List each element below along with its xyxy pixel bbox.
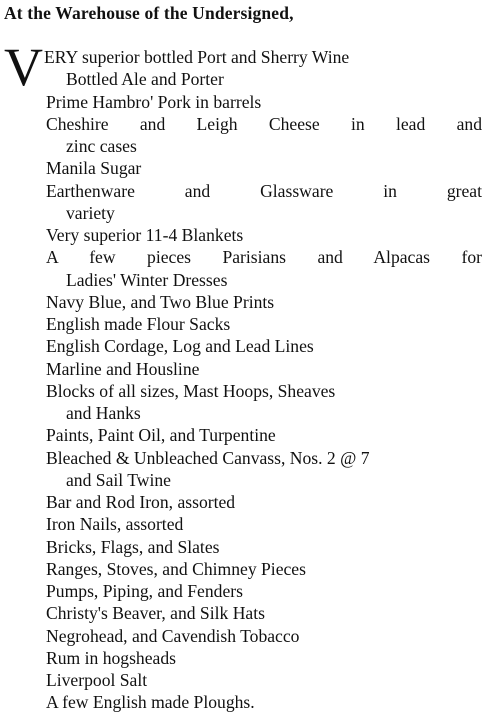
list-item: ERY superior bottled Port and Sherry Wine: [44, 47, 350, 67]
list-item: A few pieces Parisians and Alpacas for: [46, 247, 482, 268]
list-item: Paints, Paint Oil, and Turpentine: [46, 425, 276, 446]
list-item: Bar and Rod Iron, assorted: [46, 492, 236, 512]
list-item: Very superior 11-4 Blankets: [46, 225, 244, 245]
list-item: Liverpool Salt: [46, 670, 148, 690]
list-item: Blocks of all sizes, Mast Hoops, Sheaves: [46, 380, 336, 401]
list-item: Bricks, Flags, and Slates: [46, 536, 220, 557]
list-item: Bleached & Unbleached Canvass, Nos. 2 @ 7: [46, 447, 370, 468]
list-item: Christy's Beaver, and Silk Hats: [46, 603, 265, 624]
list-item-continuation: zinc cases: [66, 136, 137, 156]
list-item: Earthenware and Glassware in great: [46, 180, 482, 201]
list-item: English Cordage, Log and Lead Lines: [46, 336, 314, 357]
list-item: Marline and Housline: [46, 358, 200, 379]
list-item: Cheshire and Leigh Cheese in lead and: [46, 113, 482, 134]
list-item: Prime Hambro' Pork in barrels: [46, 91, 262, 112]
list-item: A few English made Ploughs.: [46, 692, 255, 713]
list-item: English made Flour Sacks: [46, 314, 231, 334]
list-item-continuation: variety: [66, 202, 115, 223]
advertisement-heading: At the Warehouse of the Undersigned,: [4, 3, 294, 23]
drop-cap-letter: V: [4, 37, 43, 97]
list-item-continuation: Bottled Ale and Porter: [66, 69, 224, 90]
list-item: Iron Nails, assorted: [46, 514, 184, 535]
list-item-continuation: Ladies' Winter Dresses: [66, 269, 228, 290]
list-item: Ranges, Stoves, and Chimney Pieces: [46, 558, 306, 579]
list-item: Pumps, Piping, and Fenders: [46, 581, 243, 601]
list-item-continuation: and Hanks: [66, 403, 141, 423]
list-item: Manila Sugar: [46, 158, 142, 179]
list-item: Rum in hogsheads: [46, 647, 176, 668]
list-item-continuation: and Sail Twine: [66, 469, 171, 490]
list-item: Negrohead, and Cavendish Tobacco: [46, 625, 300, 646]
list-item: Navy Blue, and Two Blue Prints: [46, 291, 275, 312]
